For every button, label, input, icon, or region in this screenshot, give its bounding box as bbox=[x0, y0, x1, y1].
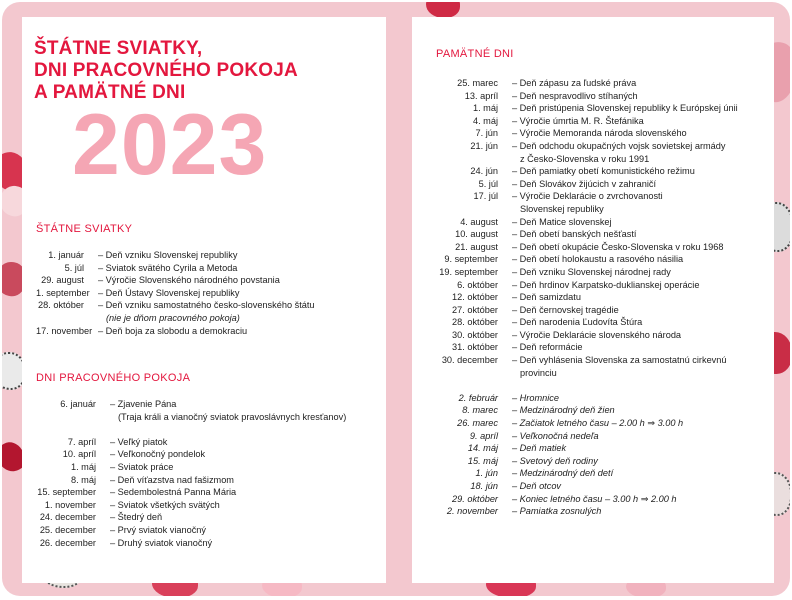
row-date: 2. november bbox=[446, 506, 498, 517]
row-date: 14. máj bbox=[467, 443, 498, 454]
row-text: – Výročie Slovenského národného povstania bbox=[98, 275, 280, 286]
row-text: – Sviatok svätého Cyrila a Metoda bbox=[98, 262, 238, 273]
table-row bbox=[436, 77, 758, 90]
table-row bbox=[436, 153, 758, 166]
row-text: Slovenskej republiky bbox=[520, 203, 604, 214]
table-row bbox=[436, 455, 758, 468]
row-date: 21. jún bbox=[470, 140, 498, 151]
table-row bbox=[436, 404, 758, 417]
row-text: – Deň obetí holokaustu a rasového násilia bbox=[512, 254, 684, 265]
table-row bbox=[36, 312, 344, 325]
statne-sviatky-table bbox=[36, 249, 344, 337]
table-row bbox=[436, 279, 758, 292]
row-date: 5. júl bbox=[478, 178, 498, 189]
row-text: – Deň černovskej tragédie bbox=[512, 304, 619, 315]
row-text: – Deň vzniku Slovenskej republiky bbox=[98, 250, 238, 260]
table-row bbox=[436, 329, 758, 342]
row-text: – Deň pristúpenia Slovenskej republiky k Európskej únii bbox=[512, 103, 738, 114]
row-date: 31. október bbox=[452, 342, 498, 353]
table-row bbox=[36, 474, 356, 487]
table-row bbox=[436, 178, 758, 191]
row-text: – Deň odchodu okupačných vojsk sovietskej armády bbox=[512, 140, 726, 151]
row-text: (Traja králi a vianočný sviatok pravoslávnych kresťanov) bbox=[118, 411, 347, 422]
table-row bbox=[436, 241, 758, 254]
table-row bbox=[36, 249, 344, 262]
row-date: 12. október bbox=[452, 292, 498, 303]
row-date: 4. august bbox=[460, 216, 498, 227]
row-date: 1. november bbox=[44, 499, 96, 510]
table-row bbox=[436, 316, 758, 329]
row-text: – Výročie Deklarácie slovenského národa bbox=[512, 329, 682, 340]
row-date: 6. január bbox=[60, 399, 96, 409]
table-row bbox=[36, 398, 356, 411]
table-row bbox=[36, 461, 356, 474]
row-date: 4. máj bbox=[472, 115, 498, 126]
row-date: 28. október bbox=[452, 317, 498, 328]
table-row bbox=[436, 216, 758, 229]
row-text: – Výročie Memoranda národa slovenského bbox=[512, 128, 687, 139]
row-text: – Deň matiek bbox=[512, 443, 567, 454]
table-row bbox=[436, 493, 758, 506]
table-row bbox=[36, 274, 344, 287]
row-date: 26. december bbox=[39, 537, 96, 548]
row-text: – Deň boja za slobodu a demokraciu bbox=[98, 325, 248, 336]
table-row bbox=[436, 102, 758, 115]
table-row bbox=[36, 411, 356, 424]
pamatne-dni-table bbox=[436, 77, 758, 518]
table-row bbox=[436, 90, 758, 103]
row-date: 30. október bbox=[452, 329, 498, 340]
table-row bbox=[436, 367, 758, 380]
table-row bbox=[436, 430, 758, 443]
row-text: – Hromnice bbox=[512, 392, 559, 403]
row-date bbox=[36, 312, 84, 325]
row-date: 15. september bbox=[37, 487, 96, 498]
table-row bbox=[436, 304, 758, 317]
table-row bbox=[436, 505, 758, 518]
row-date: 18. jún bbox=[470, 481, 498, 491]
row-date: 25. marec bbox=[457, 78, 498, 88]
row-text: – Deň Matice slovenskej bbox=[512, 216, 612, 227]
row-date: 1. máj bbox=[472, 103, 498, 114]
row-text: – Deň Ústavy Slovenskej republiky bbox=[98, 287, 240, 298]
table-row bbox=[36, 299, 344, 312]
row-text: provinciu bbox=[520, 367, 557, 378]
row-date: 10. august bbox=[455, 229, 498, 240]
row-date: 9. apríl bbox=[469, 430, 498, 441]
row-text: (nie je dňom pracovného pokoja) bbox=[106, 312, 240, 323]
row-date: 17. júl bbox=[473, 191, 498, 202]
row-date: 19. september bbox=[439, 266, 498, 277]
row-text: – Deň vzniku Slovenskej národnej rady bbox=[512, 266, 671, 277]
table-row bbox=[436, 115, 758, 128]
row-date: 7. apríl bbox=[67, 436, 96, 447]
row-date: 9. september bbox=[444, 254, 498, 265]
table-row bbox=[436, 480, 758, 493]
section-heading-pamatne-dni: PAMÄTNÉ DNI bbox=[436, 48, 514, 60]
table-row bbox=[36, 524, 356, 537]
row-date: 8. marec bbox=[462, 405, 498, 416]
row-text: – Deň obetí banských nešťastí bbox=[512, 229, 637, 240]
section-heading-statne-sviatky: ŠTÁTNE SVIATKY bbox=[36, 223, 133, 235]
table-row bbox=[436, 291, 758, 304]
table-row bbox=[436, 190, 758, 203]
table-row bbox=[436, 392, 758, 405]
title-line-1: ŠTÁTNE SVIATKY, bbox=[34, 38, 203, 59]
table-row bbox=[436, 442, 758, 455]
table-row bbox=[36, 436, 356, 449]
row-date bbox=[436, 367, 498, 380]
table-row bbox=[436, 341, 758, 354]
row-date: 13. apríl bbox=[464, 90, 498, 101]
row-text: z Česko-Slovenska v roku 1991 bbox=[520, 153, 650, 164]
table-row bbox=[36, 262, 344, 275]
row-date: 7. jún bbox=[475, 128, 498, 139]
row-text: – Deň nespravodlivo stíhaných bbox=[512, 90, 638, 101]
page-title bbox=[34, 38, 298, 104]
row-date: 10. apríl bbox=[62, 449, 96, 460]
row-date: 5. júl bbox=[64, 262, 84, 273]
row-text: – Deň víťazstva nad fašizmom bbox=[110, 474, 234, 485]
table-row bbox=[36, 325, 344, 338]
row-text: – Deň reformácie bbox=[512, 342, 583, 353]
row-date: 30. december bbox=[441, 355, 498, 366]
title-line-2: DNI PRACOVNÉHO POKOJA bbox=[34, 60, 298, 81]
row-date: 6. október bbox=[457, 279, 498, 290]
row-date: 1. september bbox=[36, 287, 90, 298]
table-row bbox=[436, 266, 758, 279]
row-text: – Deň samizdatu bbox=[512, 292, 581, 303]
table-row bbox=[436, 228, 758, 241]
row-date: 21. august bbox=[455, 241, 498, 252]
row-text: – Deň Slovákov žijúcich v zahraničí bbox=[512, 178, 657, 189]
row-text: – Sviatok práce bbox=[110, 461, 174, 472]
table-row bbox=[436, 417, 758, 430]
row-date: 29. október bbox=[452, 493, 498, 504]
table-row bbox=[436, 253, 758, 266]
row-text: – Prvý sviatok vianočný bbox=[110, 524, 206, 535]
row-date: 2. február bbox=[458, 392, 498, 403]
row-text: – Druhý sviatok vianočný bbox=[110, 537, 213, 548]
table-row bbox=[36, 499, 356, 512]
table-row bbox=[436, 354, 758, 367]
row-date: 8. máj bbox=[70, 474, 96, 485]
row-date bbox=[436, 203, 498, 216]
row-text: – Zjavenie Pána bbox=[110, 399, 177, 409]
table-row bbox=[36, 537, 356, 550]
row-text: – Výročie úmrtia M. R. Štefánika bbox=[512, 115, 644, 126]
year-heading: 2023 bbox=[72, 97, 268, 193]
row-date: 27. október bbox=[452, 304, 498, 315]
row-text: – Veľkonočná nedeľa bbox=[512, 430, 599, 441]
row-date: 25. december bbox=[39, 524, 96, 535]
row-date: 1. január bbox=[48, 250, 84, 260]
row-date: 24. december bbox=[39, 512, 96, 523]
row-date: 17. november bbox=[36, 325, 93, 336]
title-line-3: A PAMÄTNÉ DNI bbox=[34, 82, 186, 103]
row-text: – Deň vyhlásenia Slovenska za samostatnú cirkevnú bbox=[512, 355, 727, 366]
row-text: – Začiatok letného času – 2.00 h ⇒ 3.00 h bbox=[512, 418, 684, 429]
table-row bbox=[36, 448, 356, 461]
row-date: 15. máj bbox=[467, 455, 498, 466]
table-row bbox=[436, 127, 758, 140]
table-row bbox=[36, 486, 356, 499]
row-date: 28. október bbox=[38, 300, 84, 311]
row-text: – Deň pamiatky obetí komunistického režimu bbox=[512, 166, 695, 177]
row-text: – Deň otcov bbox=[512, 481, 562, 491]
row-text: – Výročie Deklarácie o zvrchovanosti bbox=[512, 191, 663, 202]
row-text: – Pamiatka zosnulých bbox=[512, 506, 602, 517]
row-date: 24. jún bbox=[470, 166, 498, 177]
table-row bbox=[436, 203, 758, 216]
row-text: – Štedrý deň bbox=[110, 512, 163, 523]
row-text: – Medzinárodný deň detí bbox=[512, 468, 614, 479]
section-heading-dni-pokoja: DNI PRACOVNÉHO POKOJA bbox=[36, 372, 191, 384]
dni-pokoja-table bbox=[36, 398, 356, 549]
row-text: – Sviatok všetkých svätých bbox=[110, 499, 220, 510]
row-text: – Veľkonočný pondelok bbox=[110, 449, 206, 460]
row-text: – Deň hrdinov Karpatsko-duklianskej operácie bbox=[512, 279, 700, 290]
row-date: 1. jún bbox=[475, 468, 498, 479]
row-text: – Deň obetí okupácie Česko-Slovenska v roku 1968 bbox=[512, 241, 724, 252]
row-text: – Koniec letného času – 3.00 h ⇒ 2.00 h bbox=[512, 493, 677, 504]
table-row bbox=[36, 511, 356, 524]
row-text: – Deň narodenia Ľudovíta Štúra bbox=[512, 317, 643, 328]
row-date: 1. máj bbox=[70, 461, 96, 472]
table-row bbox=[436, 467, 758, 480]
row-text: – Deň vzniku samostatného česko-slovenského štátu bbox=[98, 300, 315, 311]
row-date: 26. marec bbox=[457, 418, 498, 429]
table-row bbox=[436, 165, 758, 178]
row-text: – Deň zápasu za ľudské práva bbox=[512, 78, 637, 88]
row-text: – Veľký piatok bbox=[110, 436, 168, 447]
row-text: – Svetový deň rodiny bbox=[512, 455, 598, 466]
table-row bbox=[436, 140, 758, 153]
table-row bbox=[36, 287, 344, 300]
row-date: 29. august bbox=[41, 275, 84, 286]
row-text: – Medzinárodný deň žien bbox=[512, 405, 615, 416]
row-date bbox=[436, 153, 498, 166]
row-date bbox=[36, 411, 96, 424]
row-text: – Sedembolestná Panna Mária bbox=[110, 487, 237, 498]
